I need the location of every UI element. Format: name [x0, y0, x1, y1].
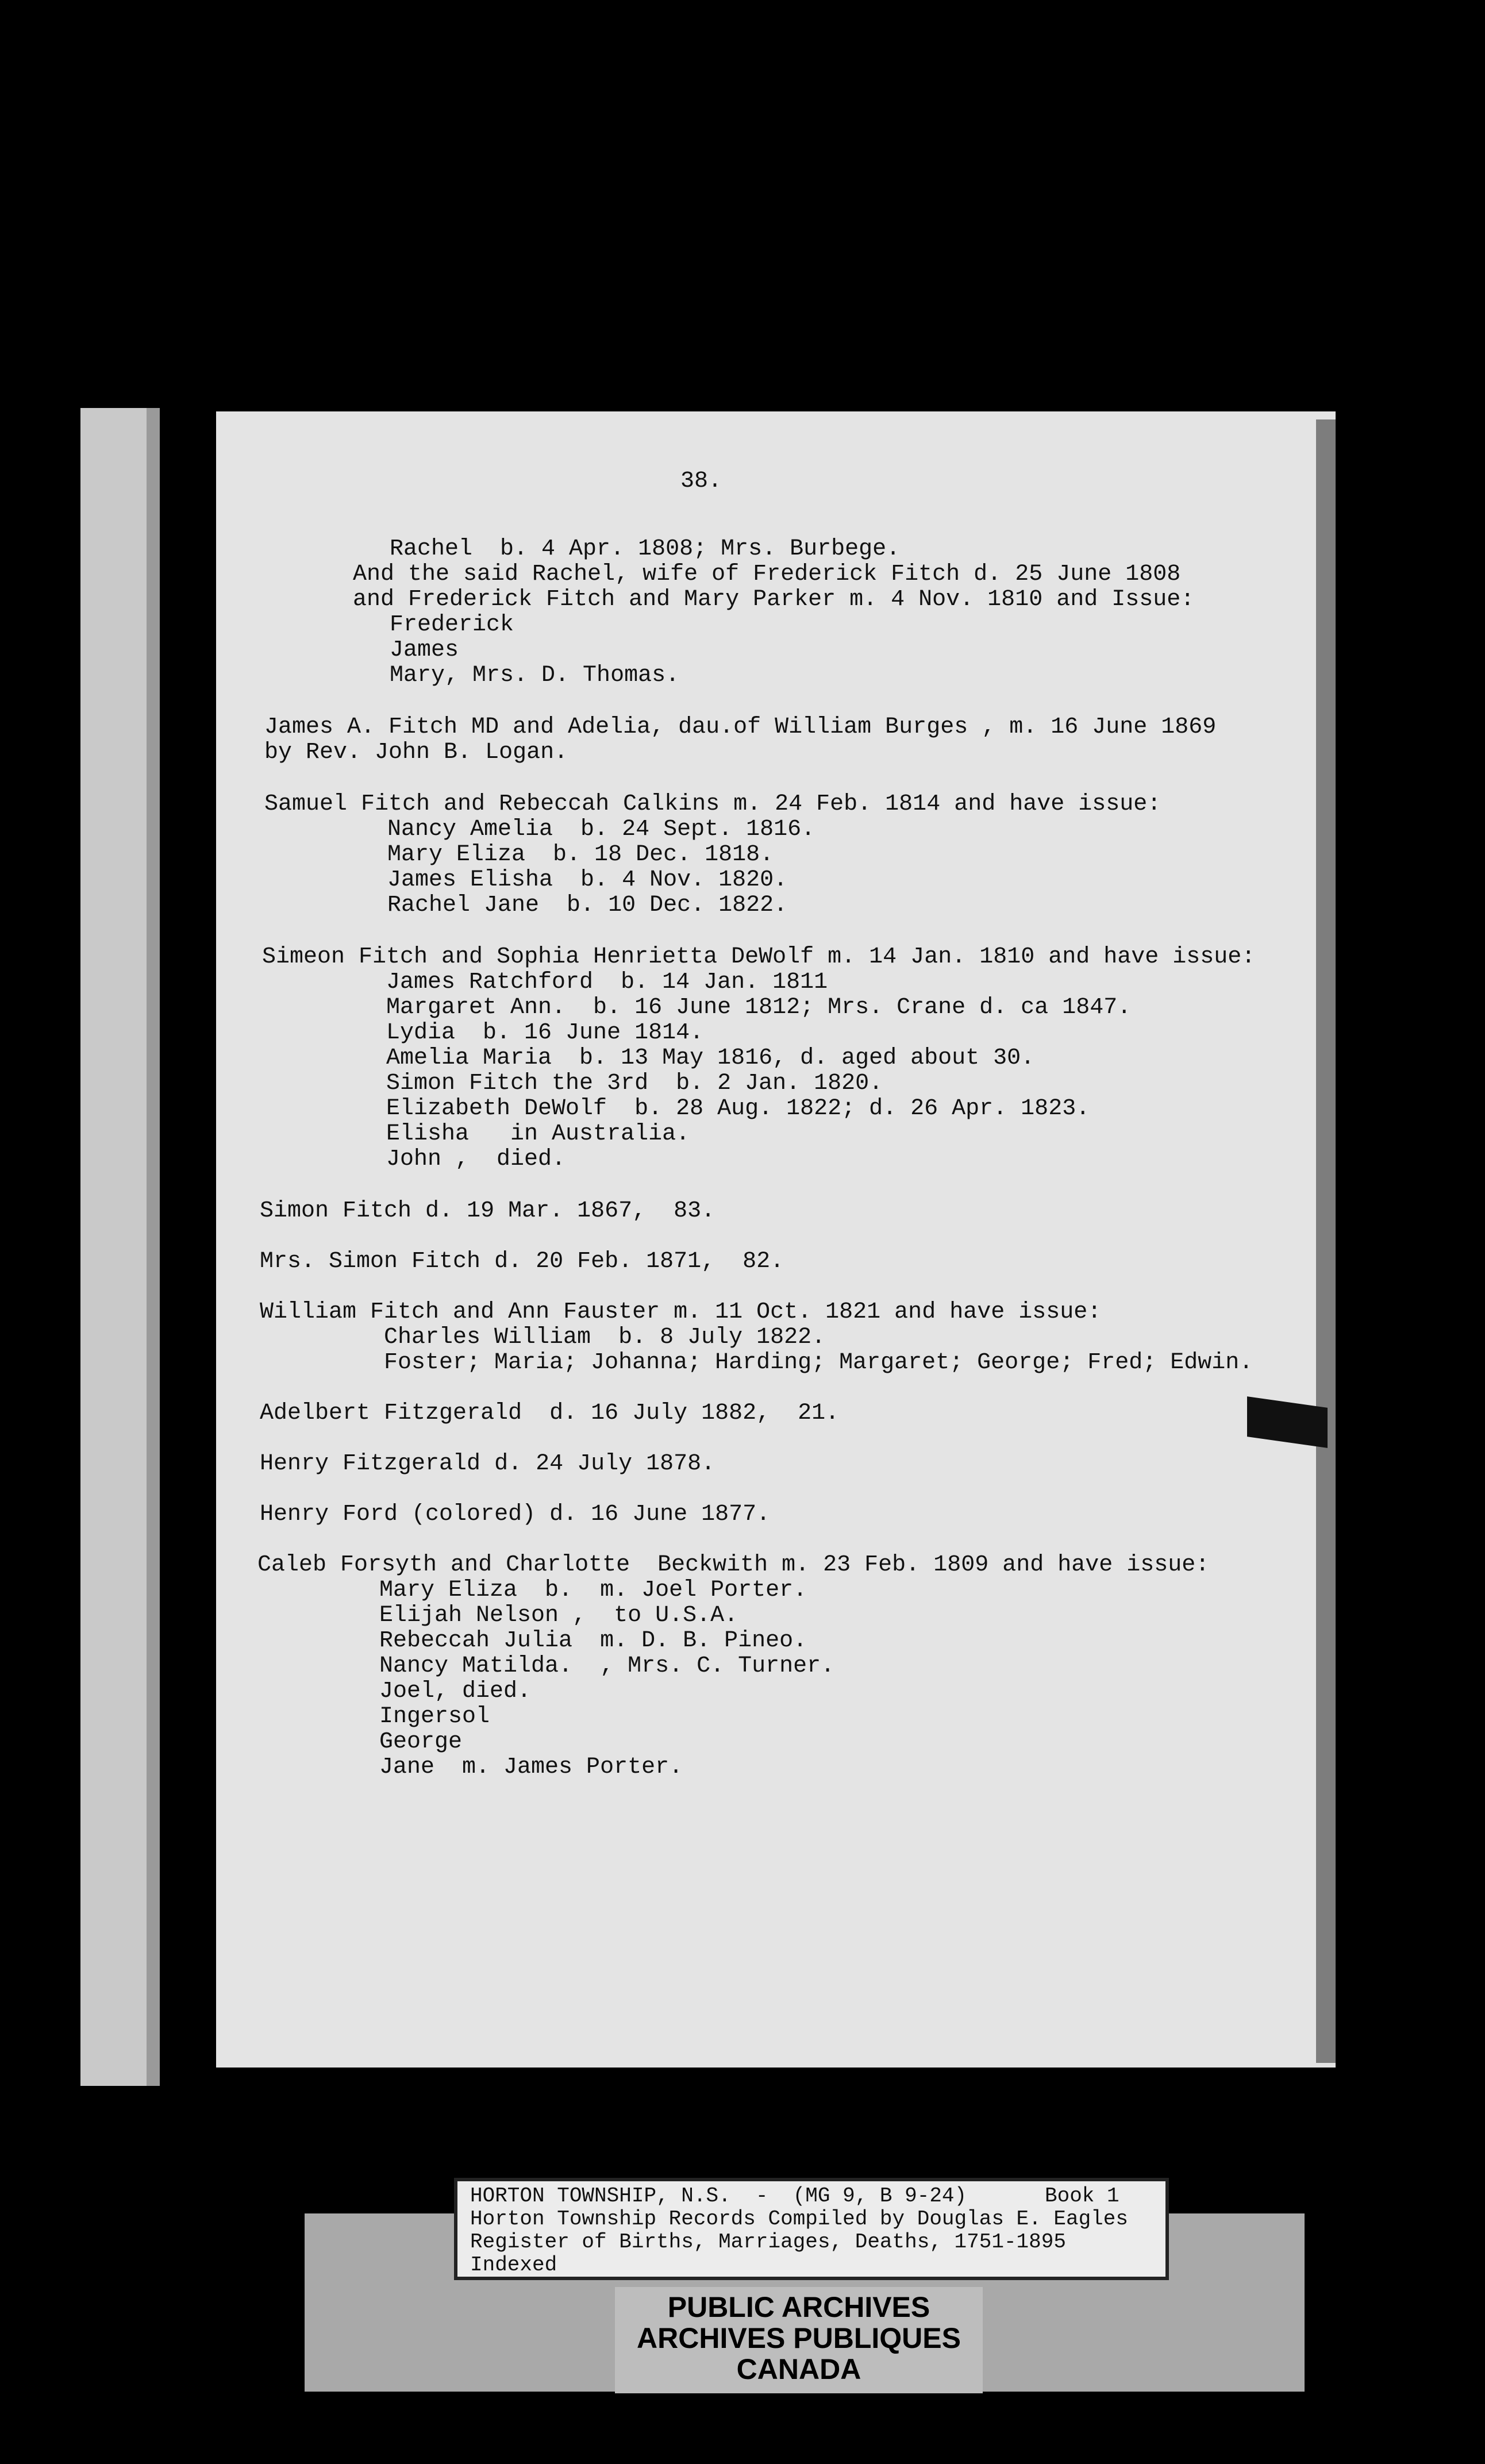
- entry-line: Foster; Maria; Johanna; Harding; Margaret; George; Fred; Edwin.: [384, 1350, 1253, 1376]
- entry-line: James Elisha b. 4 Nov. 1820.: [387, 867, 788, 893]
- entry-line: by Rev. John B. Logan.: [264, 740, 568, 765]
- entry-line: James Ratchford b. 14 Jan. 1811: [386, 969, 828, 995]
- entry-line: Frederick: [390, 612, 514, 638]
- entry-line: Amelia Maria b. 13 May 1816, d. aged about 30.: [386, 1045, 1035, 1071]
- entry-line: Elijah Nelson , to U.S.A.: [379, 1603, 738, 1628]
- entry-line: Simeon Fitch and Sophia Henrietta DeWolf m. 14 Jan. 1810 and have issue:: [262, 944, 1256, 970]
- entry-line: And the said Rachel, wife of Frederick Fitch d. 25 June 1808: [353, 561, 1181, 587]
- entry-line: Jane m. James Porter.: [379, 1754, 683, 1780]
- entry-line: Joel, died.: [379, 1678, 532, 1704]
- entry-line: Simon Fitch d. 19 Mar. 1867, 83.: [260, 1198, 715, 1224]
- archive-label: [454, 2178, 1169, 2280]
- page-edge-shadow: [1316, 419, 1336, 2063]
- entry-line: and Frederick Fitch and Mary Parker m. 4 Nov. 1810 and Issue:: [353, 587, 1195, 613]
- entry-line: Henry Fitzgerald d. 24 July 1878.: [260, 1451, 715, 1477]
- entry-line: Rebeccah Julia m. D. B. Pineo.: [379, 1628, 807, 1654]
- entry-line: Adelbert Fitzgerald d. 16 July 1882, 21.: [260, 1400, 840, 1426]
- entry-line: Samuel Fitch and Rebeccah Calkins m. 24 Feb. 1814 and have issue:: [264, 791, 1161, 817]
- document-page: [216, 411, 1336, 2068]
- entry-line: Caleb Forsyth and Charlotte Beckwith m. 23 Feb. 1809 and have issue:: [257, 1552, 1210, 1578]
- label-line-1: HORTON TOWNSHIP, N.S. - (MG 9, B 9-24): [470, 2184, 967, 2208]
- entry-line: George: [379, 1729, 463, 1755]
- entry-line: Rachel b. 4 Apr. 1808; Mrs. Burbege.: [390, 536, 901, 562]
- entry-line: Elizabeth DeWolf b. 28 Aug. 1822; d. 26 Apr. 1823.: [386, 1096, 1090, 1122]
- entry-line: William Fitch and Ann Fauster m. 11 Oct. 1821 and have issue:: [260, 1299, 1102, 1325]
- entry-line: Mary, Mrs. D. Thomas.: [390, 663, 680, 688]
- label-book: Book 1: [1045, 2184, 1119, 2208]
- page-number: 38.: [680, 468, 722, 494]
- entry-line: Nancy Matilda. , Mrs. C. Turner.: [379, 1653, 835, 1679]
- entry-line: Margaret Ann. b. 16 June 1812; Mrs. Crane d. ca 1847.: [386, 995, 1132, 1021]
- stamp-line: ARCHIVES PUBLIQUES: [637, 2322, 961, 2354]
- stamp-line: PUBLIC ARCHIVES: [667, 2291, 930, 2323]
- entry-line: Mary Eliza b. m. Joel Porter.: [379, 1577, 807, 1603]
- entry-line: Mary Eliza b. 18 Dec. 1818.: [387, 842, 774, 868]
- label-line-3: Register of Births, Marriages, Deaths, 1751-1895: [470, 2230, 1066, 2254]
- entry-line: Charles William b. 8 July 1822.: [384, 1325, 826, 1350]
- entry-line: Lydia b. 16 June 1814.: [386, 1020, 704, 1046]
- entry-line: Rachel Jane b. 10 Dec. 1822.: [387, 892, 788, 918]
- entry-line: Simon Fitch the 3rd b. 2 Jan. 1820.: [386, 1071, 883, 1096]
- entry-line: James: [390, 637, 459, 663]
- label-line-4: Indexed: [470, 2253, 557, 2277]
- entry-line: Nancy Amelia b. 24 Sept. 1816.: [387, 817, 815, 842]
- entry-line: James A. Fitch MD and Adelia, dau.of William Burges , m. 16 June 1869: [264, 714, 1217, 740]
- entry-line: Elisha in Australia.: [386, 1121, 690, 1147]
- label-line-2: Horton Township Records Compiled by Douglas E. Eagles: [470, 2207, 1128, 2231]
- stamp-line: CANADA: [736, 2353, 861, 2385]
- entry-line: John , died.: [386, 1146, 566, 1172]
- archives-stamp: [615, 2287, 983, 2393]
- previous-page-shadow: [147, 408, 160, 2086]
- entry-line: Ingersol: [379, 1704, 490, 1730]
- entry-line: Henry Ford (colored) d. 16 June 1877.: [260, 1502, 771, 1527]
- entry-line: Mrs. Simon Fitch d. 20 Feb. 1871, 82.: [260, 1249, 784, 1275]
